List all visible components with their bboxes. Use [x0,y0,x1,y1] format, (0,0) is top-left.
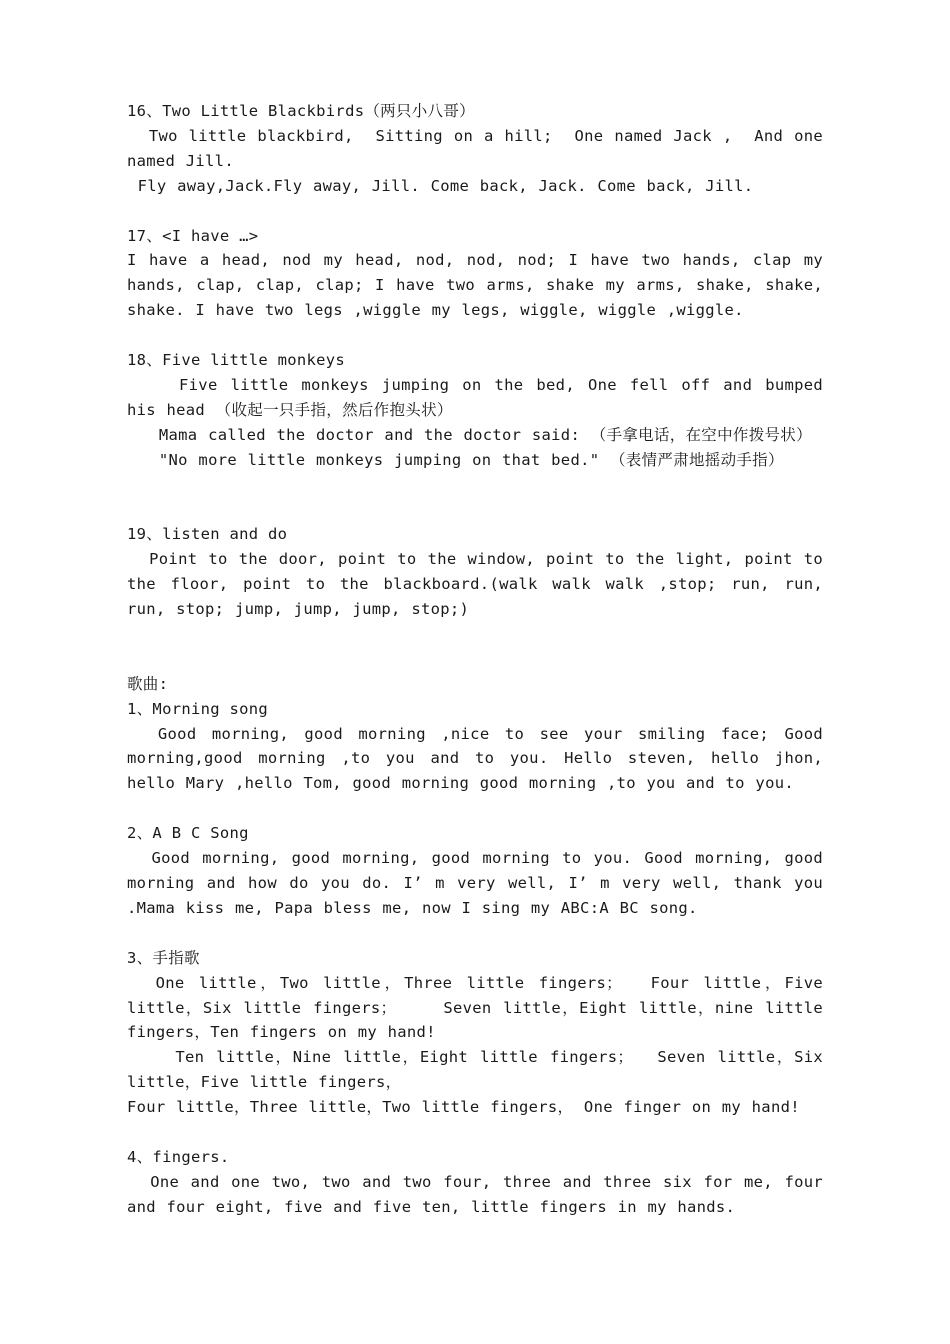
document-page [127,99,834,1220]
song-heading: 4、fingers. [127,1147,230,1166]
spacer [127,497,823,522]
song-text: Four little，Three little，Two little fingers， One finger on my hand! [127,1098,800,1117]
rhyme-text: Point to the door, point to the window, point to the light, point to the floor, point to the blackboard.(walk walk walk ,stop; run, run, run, stop; jump, jump, jump, stop;) [127,550,834,619]
spacer [127,622,823,647]
song-text: Ten little，Nine little，Eight little fingers； Seven little，Six little，Five little fingers， [127,1048,834,1092]
rhyme-19 [127,522,834,622]
spacer [127,1120,823,1145]
rhyme-text: Five little monkeys jumping on the bed, One fell off and bumped his head （收起一只手指，然后作抱头状） [127,375,834,419]
rhyme-18 [127,348,834,473]
rhyme-text: Mama called the doctor and the doctor said: （手拿电话，在空中作拨号状） [127,425,812,444]
song-heading: 3、手指歌 [127,948,200,967]
spacer [127,921,823,946]
rhyme-heading: 18、Five little monkeys [127,351,346,370]
rhyme-17 [127,224,834,324]
song-1 [127,697,834,797]
song-text: Good morning, good morning, good morning to you. Good morning, good morning and how do you do. I’ m very well, I’ m very well, thank you .Mama kiss me, Papa bless me, now I sing my ABC:A BC song. [127,849,834,917]
rhyme-text: Two little blackbird, Sitting on a hill; One named Jack , And one named Jill. [127,126,834,170]
song-3 [127,946,834,1120]
spacer [127,473,823,498]
rhyme-heading: 19、listen and do [127,525,288,544]
spacer [127,199,823,224]
spacer [127,647,823,672]
song-text: One little，Two little，Three little fingers； Four little，Five little，Six little fingers； Seven little，Eight little，nine little fingers，Ten fingers on my hand! [127,973,834,1042]
song-text: Good morning, good morning ,nice to see your smiling face; Good morning,good morning ,to you and to you. Hello steven, hello jhon, hello Mary ,hello Tom, good morning good morning ,to you and to you. [127,724,834,793]
rhyme-heading: 16、Two Little Blackbirds（两只小八哥） [127,102,475,120]
rhyme-16 [127,99,834,199]
song-text: One and one two, two and two four, three and three six for me, four and four eight, five and five ten, little fingers in my hands. [127,1172,834,1216]
rhyme-text: I have a head, nod my head, nod, nod, nod; I have two hands, clap my hands, clap, clap, clap; I have two arms, shake my arms, shake, shake, shake. I have two legs ,wiggle my legs, wiggle, wiggle ,wiggle. [127,251,834,320]
song-heading: 1、Morning song [127,699,269,718]
song-heading: 2、A B C Song [127,824,249,843]
spacer [127,323,823,348]
rhyme-heading: 17、<I have …> [127,226,259,245]
song-4 [127,1145,834,1220]
rhyme-text: Fly away,Jack.Fly away, Jill. Come back, Jack. Come back, Jill. [127,176,754,195]
rhyme-text: "No more little monkeys jumping on that bed." （表情严肃地摇动手指） [127,450,784,469]
song-2 [127,821,834,921]
spacer [127,796,823,821]
songs-label: 歌曲: [127,674,169,693]
